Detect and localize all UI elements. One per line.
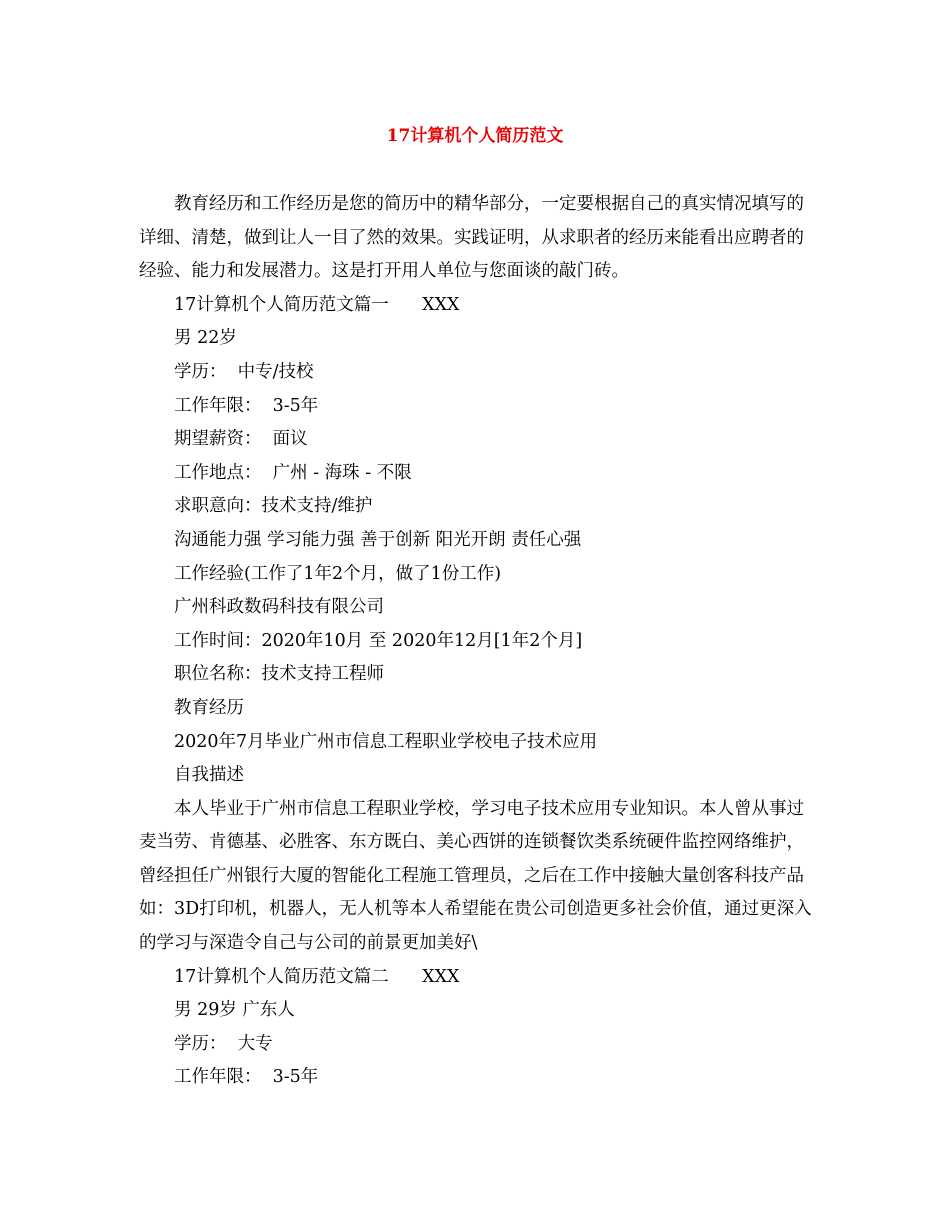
resume1-job-intention: 求职意向：技术支持/维护 [174,496,373,517]
resume2-basic-info: 男 29岁 广东人 [174,1000,295,1021]
resume2-education-level: 学历： 大专 [174,1033,273,1054]
resume1-education-heading: 教育经历 [174,697,244,718]
resume1-heading: 17计算机个人简历范文篇一 XXX [174,294,460,315]
resume1-experience-heading: 工作经验(工作了1年2个月，做了1份工作) [174,563,502,584]
resume1-position: 职位名称：技术支持工程师 [174,664,384,685]
resume1-self-heading: 自我描述 [174,765,244,786]
resume1-work-time: 工作时间：2020年10月 至 2020年12月[1年2个月] [174,630,583,651]
resume1-education-detail: 2020年7月毕业广州市信息工程职业学校电子技术应用 [174,731,598,752]
document-body [139,188,815,1095]
page-title: 17计算机个人简历范文 [386,126,564,146]
resume1-company: 广州科政数码科技有限公司 [174,597,384,618]
resume1-traits: 沟通能力强 学习能力强 善于创新 阳光开朗 责任心强 [174,529,582,550]
resume1-basic-info: 男 22岁 [174,328,237,349]
resume1-work-years: 工作年限： 3-5年 [174,395,319,416]
resume2-work-years: 工作年限： 3-5年 [174,1067,319,1088]
resume1-expected-salary: 期望薪资： 面议 [174,429,308,450]
resume1-work-location: 工作地点： 广州 - 海珠 - 不限 [174,462,412,483]
resume1-self-description: 本人毕业于广州市信息工程职业学校，学习电子技术应用专业知识。本人曾从事过麦当劳、肯德基、必胜客、东方既白、美心西饼的连锁餐饮类系统硬件监控网络维护，曾经担任广州银行大厦的智能化工程施工管理员，之后在工作中接触大量创客科技产品如：3D打印机，机器人，无人机等本人希望能在贵公司创造更多社会价值，通过更深入的学习与深造令自己与公司的前景更加美好\ [139,798,812,954]
resume2-heading: 17计算机个人简历范文篇二 XXX [174,966,460,987]
resume1-education-level: 学历： 中专/技校 [174,361,314,382]
intro-paragraph: 教育经历和工作经历是您的简历中的精华部分，一定要根据自己的真实情况填写的详细、清楚，做到让人一目了然的效果。实践证明，从求职者的经历来能看出应聘者的经验、能力和发展潜力。这是打开用人单位与您面谈的敲门砖。 [139,194,804,282]
